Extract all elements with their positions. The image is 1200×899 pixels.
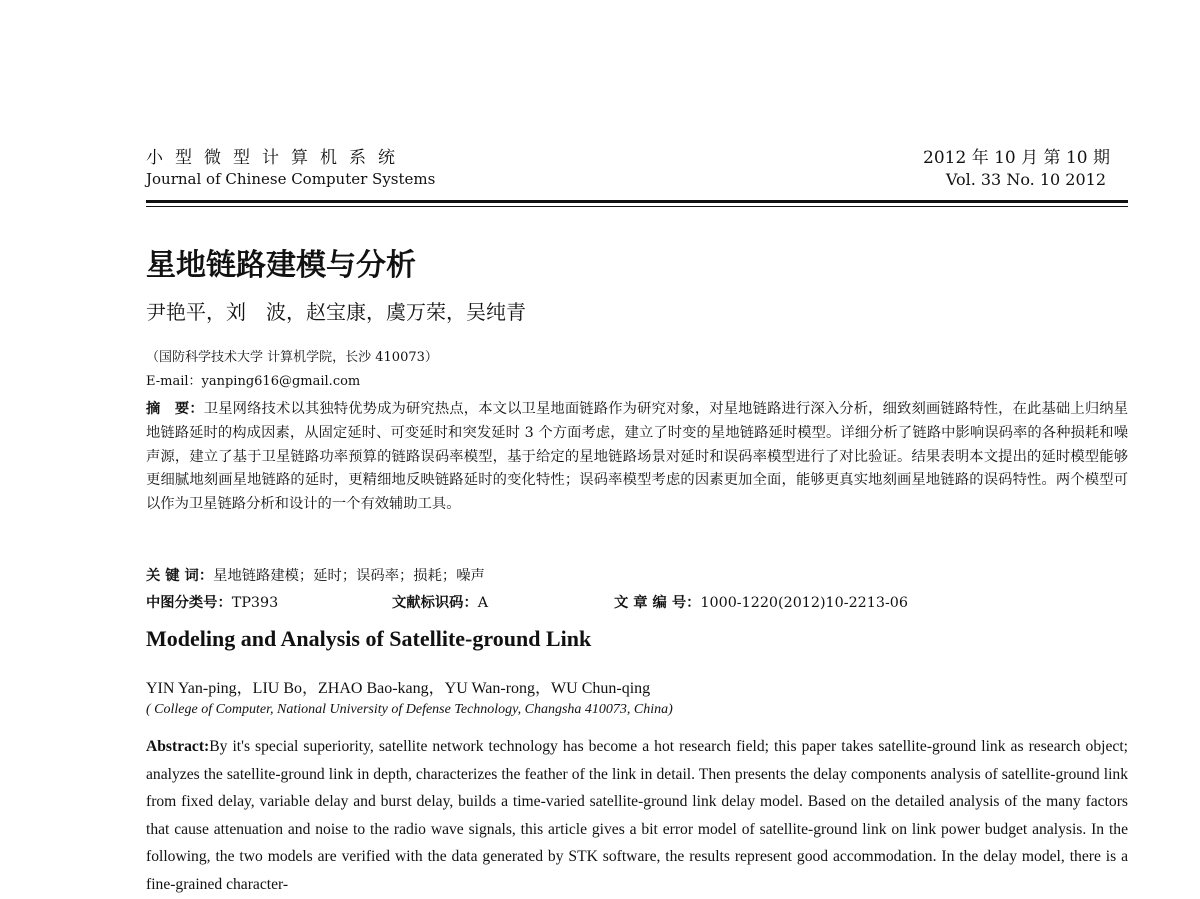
issue-date-cn: 2012 年 10 月 第 10 期 (923, 148, 1110, 168)
article-number (614, 592, 908, 612)
header-rule-thin (146, 206, 1128, 207)
paper-title-cn: 星地链路建模与分析 (146, 248, 416, 283)
keywords-text: 星地链路建模；延时；误码率；损耗；噪声 (213, 568, 485, 584)
clc-number (146, 592, 278, 612)
journal-title-en: Journal of Chinese Computer Systems (146, 170, 436, 188)
abstract-en-label: Abstract: (146, 738, 210, 755)
clc-label: 中图分类号： (146, 595, 232, 611)
abstract-en (146, 733, 1128, 899)
keywords-line (146, 565, 485, 585)
keywords-label: 关 键 词： (146, 568, 214, 584)
doc-code-value: A (477, 595, 489, 611)
abstract-cn-text: 卫星网络技术以其独特优势成为研究热点，本文以卫星地面链路作为研究对象，对星地链路进行深入分析，细致刻画链路特性，在此基础上归纳星地链路延时的构成因素，从固定延时、可变延时和突发延时 3 个方面考虑，建立了时变的星地链路延时模型。详细分析了链路中影响误码率的各种损耗和噪声源，建立了基于卫星链路功率预算的链路误码率模型，基于给定的星地链路场景对延时和误码率模型进行了对比验证。结果表明本文提出的延时模型能够更细腻地刻画星地链路的延时，更精细地反映链路延时的变化特性；误码率模型考虑的因素更加全面，能够更真实地刻画星地链路的误码特性。两个模型可以作为卫星链路分析和设计的一个有效辅助工具。 (146, 401, 1129, 513)
affiliation-cn: （国防科学技术大学 计算机学院，长沙 410073） (146, 350, 438, 365)
header-rule-thick (146, 200, 1128, 203)
paper-title-en: Modeling and Analysis of Satellite-ground Link (146, 626, 592, 651)
paper-page (146, 0, 1128, 895)
doc-code-label: 文献标识码： (392, 595, 478, 611)
clc-value: TP393 (231, 595, 279, 611)
article-no-value: 1000-1220(2012)10-2213-06 (700, 595, 908, 611)
abstract-cn-label: 摘 要： (146, 401, 204, 417)
document-code (392, 592, 488, 612)
author-email: E-mail：yanping616@gmail.com (146, 374, 361, 389)
affiliation-en: ( College of Computer, National University of Defense Technology, Changsha 410073, China) (146, 702, 673, 717)
abstract-cn (146, 398, 1128, 517)
authors-cn: 尹艳平，刘 波，赵宝康，虞万荣，吴纯青 (146, 300, 526, 324)
journal-title-cn: 小型微型计算机系统 (146, 148, 407, 168)
article-no-label: 文 章 编 号： (614, 595, 701, 611)
volume-number-en: Vol. 33 No. 10 2012 (945, 170, 1106, 189)
authors-en: YIN Yan-ping，LIU Bo，ZHAO Bao-kang，YU Wan-rong，WU Chun-qing (146, 680, 651, 697)
abstract-en-text: By it's special superiority, satellite network technology has become a hot research field; this paper takes satellite-ground link as research object; analyzes the satellite-ground link in depth, characterizes the feather of the link in detail. Then presents the delay components analysis of satellite-ground link from fixed delay, variable delay and burst delay, builds a time-varied satellite-ground link delay model. Based on the detailed analysis of the many factors that cause attenuation and noise to the radio wave signals, this article gives a bit error model of satellite-ground link on link power budget analysis. In the following, the two models are verified with the data generated by STK software, the results represent good accommodation. In the delay model, there is a fine-grained character- (146, 738, 1128, 893)
